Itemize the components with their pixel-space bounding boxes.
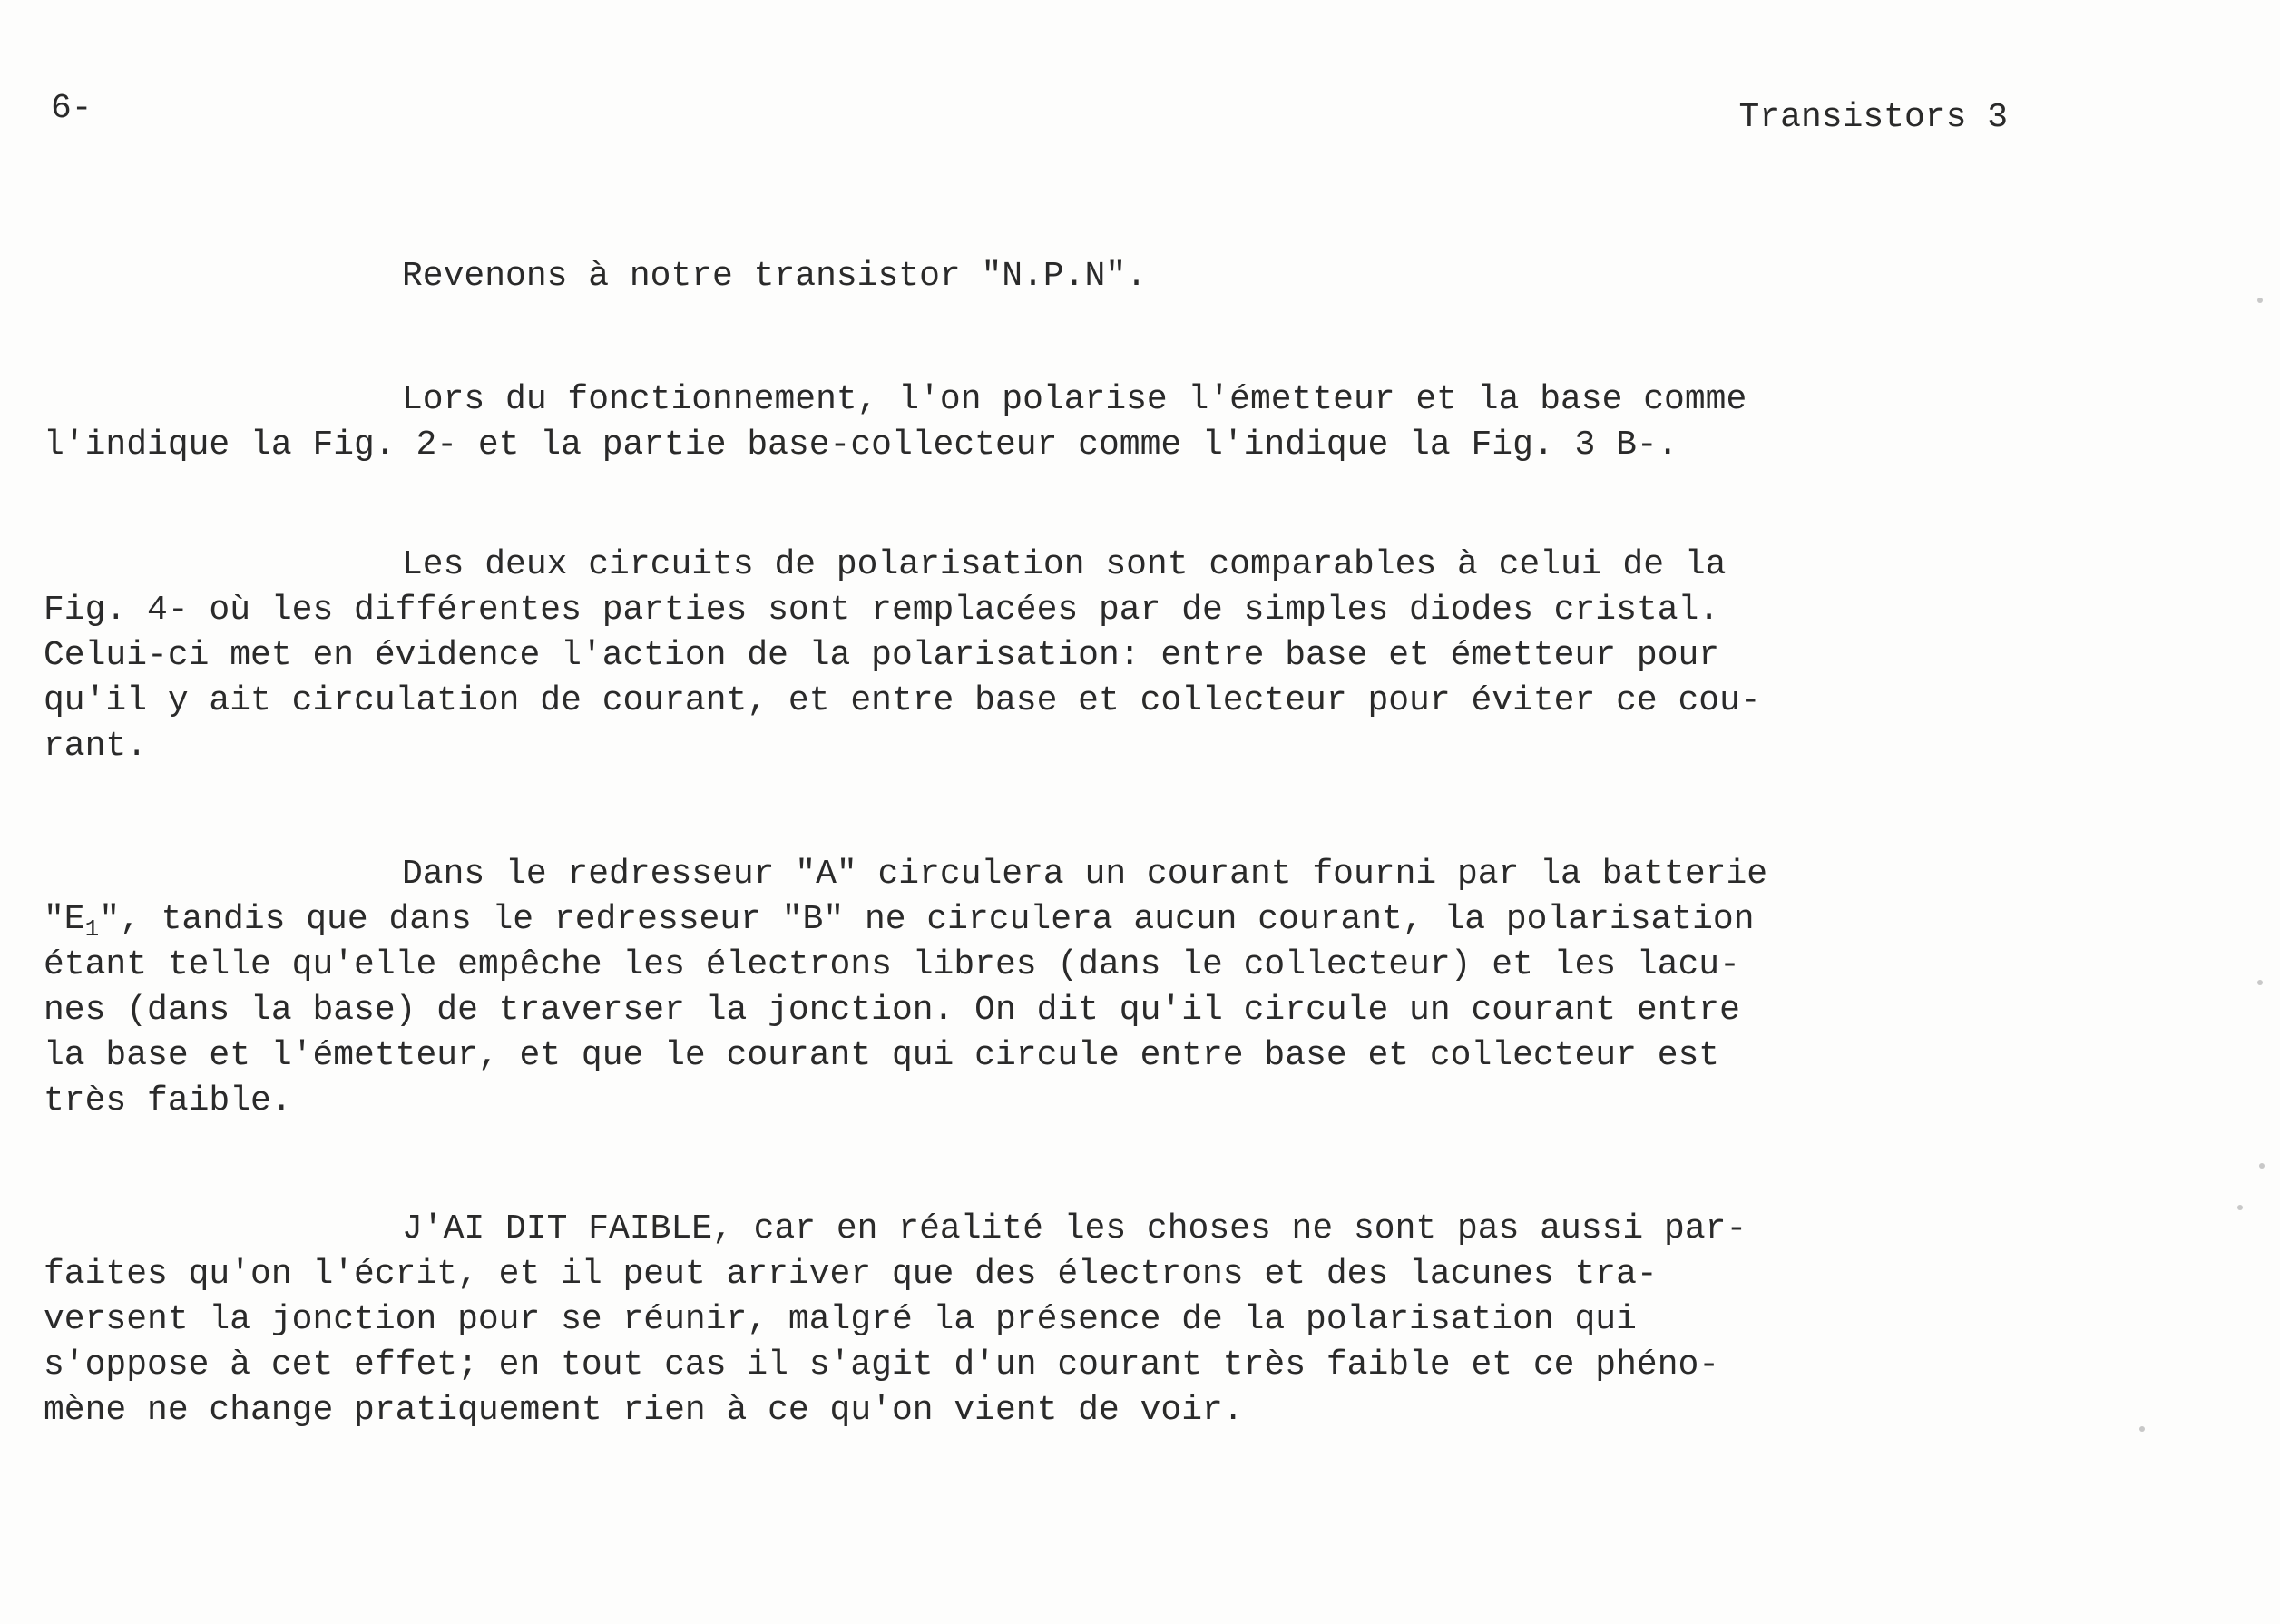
text-line: nes (dans la base) de traverser la jonction. On dit qu'il circule un courant entre [44, 991, 1740, 1030]
paragraph-4 [44, 852, 2040, 1124]
scan-speck [2259, 1163, 2265, 1169]
running-header: Transistors 3 [1738, 98, 2008, 137]
text-fragment: ", tandis que dans le redresseur "B" ne circulera aucun courant, la polarisation [99, 900, 1755, 939]
text-line: la base et l'émetteur, et que le courant qui circule entre base et collecteur est [44, 1036, 1720, 1075]
text-line: Celui-ci met en évidence l'action de la polarisation: entre base et émetteur pour [44, 636, 1720, 675]
scan-speck [2257, 980, 2263, 985]
text-line: Les deux circuits de polarisation sont comparables à celui de la [402, 545, 1727, 584]
text-line: Fig. 4- où les différentes parties sont remplacées par de simples diodes cristal. [44, 591, 1720, 630]
text-line: étant telle qu'elle empêche les électrons libres (dans le collecteur) et les lacu- [44, 945, 1740, 984]
text-line: J'AI DIT FAIBLE, car en réalité les choses ne sont pas aussi par- [402, 1209, 1747, 1248]
text-line: Dans le redresseur "A" circulera un courant fourni par la batterie [402, 855, 1768, 894]
paragraph-1 [44, 254, 2040, 299]
text-line: versent la jonction pour se réunir, malgré la présence de la polarisation qui [44, 1300, 1637, 1339]
text-line: qu'il y ait circulation de courant, et entre base et collecteur pour éviter ce cou- [44, 681, 1761, 720]
page-number: 6- [51, 89, 93, 128]
text-line: s'oppose à cet effet; en tout cas il s'agit d'un courant très faible et ce phéno- [44, 1345, 1720, 1384]
text-line: faites qu'on l'écrit, et il peut arriver que des électrons et des lacunes tra- [44, 1255, 1658, 1294]
text-line: rant. [44, 727, 148, 766]
subscript: 1 [84, 915, 100, 943]
paragraph-5 [44, 1207, 2040, 1433]
text-line: Lors du fonctionnement, l'on polarise l'émetteur et la base comme [402, 380, 1747, 419]
paragraph-2 [44, 377, 2040, 468]
text-line: Revenons à notre transistor "N.P.N". [402, 257, 1147, 296]
scan-speck [2237, 1205, 2243, 1210]
scan-speck [2139, 1426, 2145, 1432]
text-line: mène ne change pratiquement rien à ce qu'on vient de voir. [44, 1391, 1244, 1430]
paragraph-3 [44, 543, 2040, 769]
text-fragment: "E [44, 900, 85, 939]
text-line: très faible. [44, 1081, 292, 1120]
text-line: l'indique la Fig. 2- et la partie base-collecteur comme l'indique la Fig. 3 B-. [44, 426, 1678, 465]
text-line-with-subscript [44, 897, 2040, 943]
scan-speck [2257, 298, 2263, 303]
